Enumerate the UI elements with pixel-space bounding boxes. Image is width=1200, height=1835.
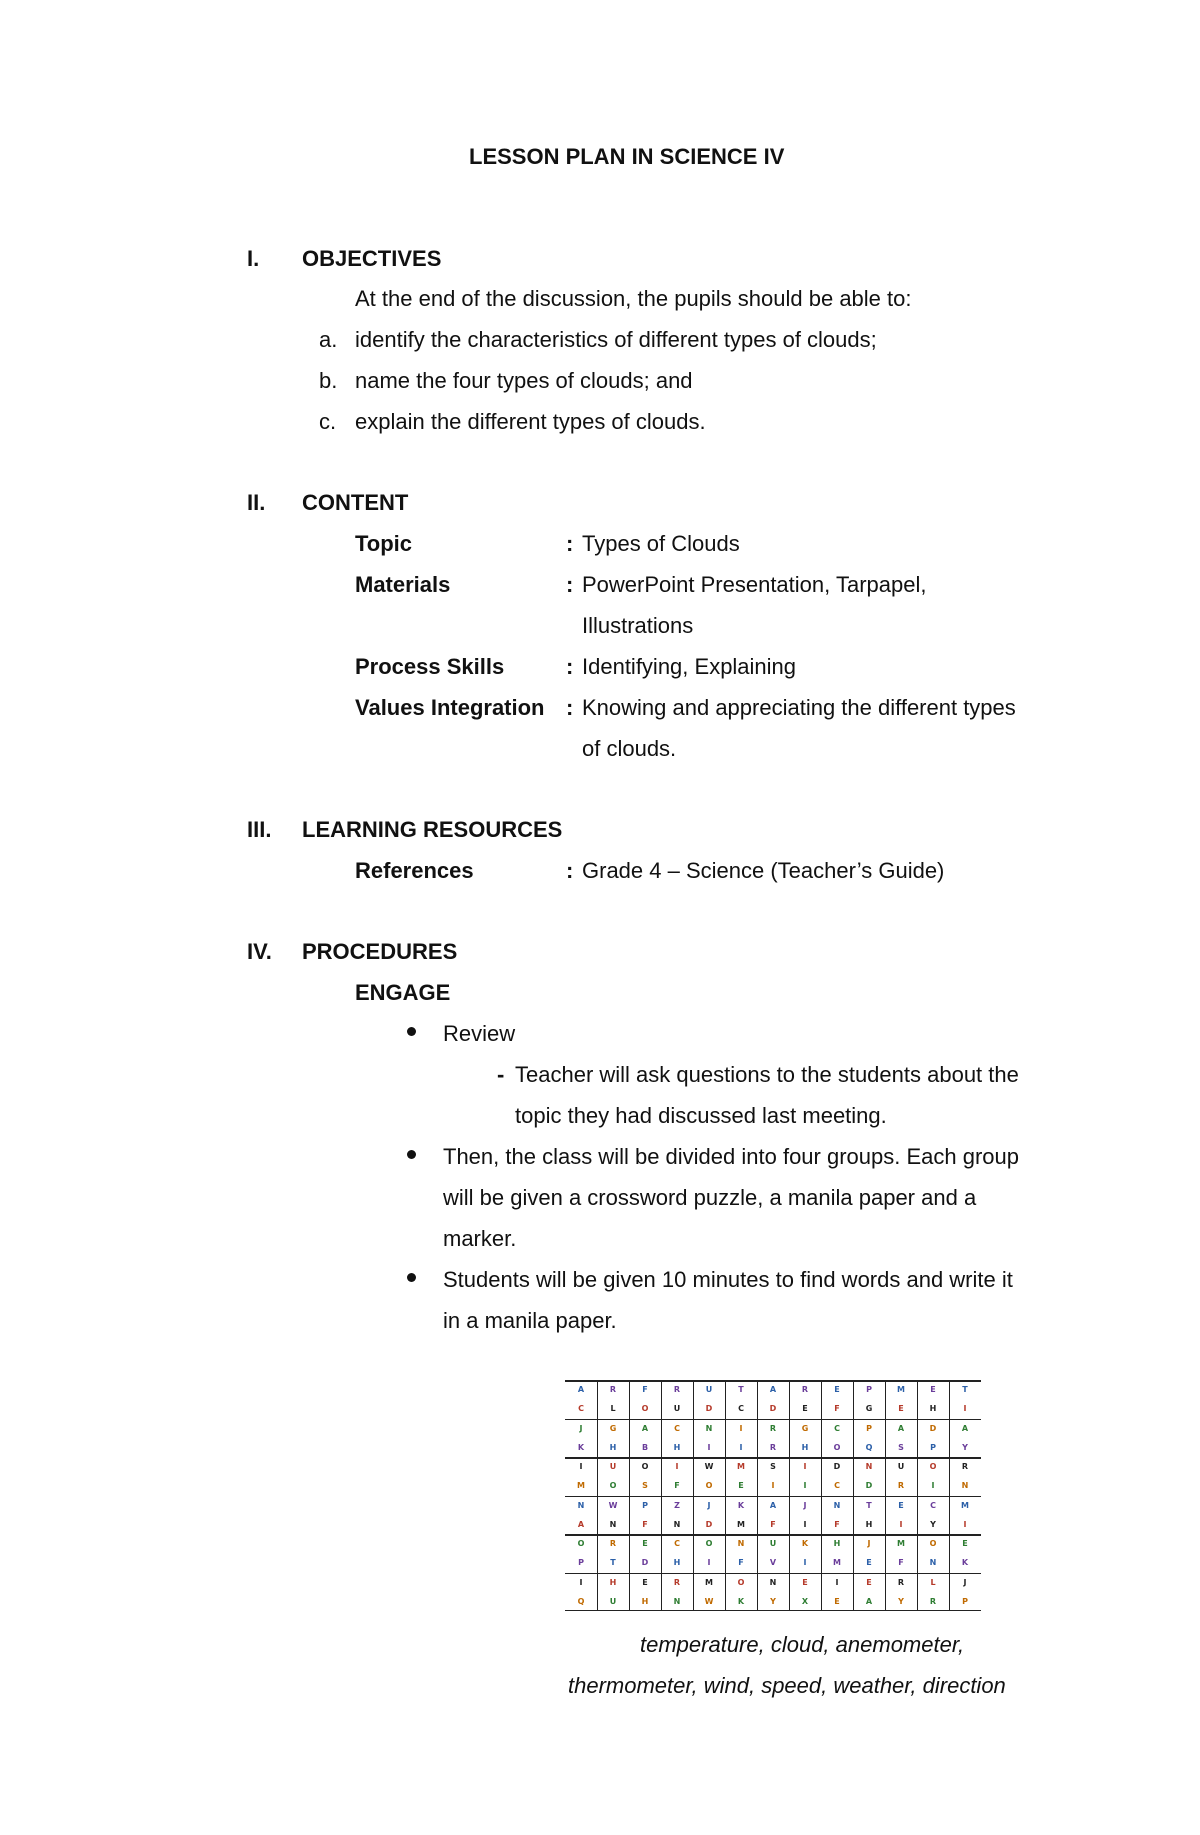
puzzle-cell: O	[705, 1481, 713, 1491]
puzzle-cell: C	[674, 1423, 680, 1433]
puzzle-cell: Z	[674, 1500, 680, 1510]
puzzle-cell: S	[898, 1442, 904, 1452]
puzzle-cell: Q	[865, 1442, 873, 1452]
grid-line	[693, 1380, 694, 1611]
procedure-item-cont: in a manila paper.	[443, 1308, 617, 1333]
puzzle-cell: Q	[577, 1596, 585, 1606]
engage-heading: ENGAGE	[355, 980, 451, 1005]
section-number: II.	[247, 490, 266, 515]
grid-line	[789, 1380, 790, 1611]
puzzle-cell: D	[705, 1404, 713, 1414]
puzzle-cell: Y	[770, 1596, 776, 1606]
puzzle-cell: R	[801, 1385, 809, 1394]
puzzle-row	[565, 1573, 981, 1592]
puzzle-row	[565, 1457, 981, 1476]
puzzle-cell: M	[897, 1539, 905, 1548]
puzzle-cell: C	[578, 1404, 584, 1414]
section-number: III.	[247, 817, 272, 842]
puzzle-cell: I	[835, 1577, 839, 1587]
puzzle-cell: O	[641, 1404, 649, 1414]
puzzle-cell: R	[769, 1423, 777, 1433]
puzzle-cell: I	[963, 1519, 967, 1529]
puzzle-cell: H	[929, 1404, 937, 1414]
puzzle-row	[565, 1515, 981, 1534]
values-integration-value: Knowing and appreciating the different types	[582, 695, 1016, 720]
puzzle-cell: K	[961, 1558, 969, 1568]
puzzle-cell: D	[769, 1404, 777, 1414]
puzzle-cell: I	[899, 1519, 903, 1529]
puzzle-cell: E	[898, 1500, 904, 1510]
objective-item: identify the characteristics of different types of clouds;	[355, 327, 877, 352]
puzzle-cell: A	[577, 1385, 585, 1394]
puzzle-cell: W	[704, 1596, 714, 1606]
puzzle-cell: H	[833, 1539, 841, 1548]
topic-label: Topic	[355, 531, 413, 556]
puzzle-cell: F	[898, 1558, 904, 1568]
puzzle-cell: K	[737, 1500, 745, 1510]
puzzle-cell: I	[963, 1404, 967, 1414]
puzzle-cell: P	[642, 1500, 648, 1510]
puzzle-cell: J	[867, 1539, 871, 1548]
objective-item: explain the different types of clouds.	[355, 409, 706, 434]
puzzle-cell: A	[577, 1519, 585, 1529]
puzzle-cell: N	[705, 1423, 713, 1433]
puzzle-cell: M	[961, 1500, 969, 1510]
puzzle-cell: I	[707, 1442, 711, 1452]
process-skills-value: Identifying, Explaining	[582, 654, 797, 679]
grid-line	[565, 1419, 981, 1421]
grid-line	[885, 1380, 886, 1611]
bullet-icon	[407, 1150, 416, 1159]
puzzle-cell: H	[673, 1442, 681, 1452]
puzzle-cell: N	[673, 1596, 681, 1606]
puzzle-cell: C	[930, 1500, 936, 1510]
puzzle-cell: Y	[962, 1442, 968, 1452]
grid-line	[629, 1380, 630, 1611]
colon: :	[566, 572, 574, 597]
puzzle-row	[565, 1592, 981, 1611]
puzzle-cell: A	[769, 1385, 777, 1394]
puzzle-cell: E	[962, 1539, 968, 1548]
puzzle-cell: S	[642, 1481, 648, 1491]
puzzle-words-cont: thermometer, wind, speed, weather, direction	[568, 1673, 1006, 1698]
review-detail-cont: topic they had discussed last meeting.	[515, 1103, 887, 1128]
dash-marker: -	[497, 1062, 505, 1087]
colon: :	[566, 654, 574, 679]
puzzle-cell: H	[609, 1577, 617, 1587]
grid-line	[565, 1573, 981, 1575]
puzzle-cell: X	[801, 1596, 809, 1606]
grid-line	[821, 1380, 822, 1611]
puzzle-cell: M	[737, 1519, 745, 1529]
puzzle-words: temperature, cloud, anemometer,	[640, 1632, 965, 1657]
puzzle-cell: P	[930, 1442, 936, 1452]
puzzle-cell: S	[770, 1462, 776, 1471]
word-search-puzzle	[565, 1380, 981, 1611]
puzzle-cell: R	[769, 1442, 777, 1452]
puzzle-cell: N	[769, 1577, 777, 1587]
puzzle-cell: O	[609, 1481, 617, 1491]
puzzle-cell: D	[705, 1519, 713, 1529]
bullet-icon	[407, 1027, 416, 1036]
puzzle-cell: E	[642, 1539, 648, 1548]
materials-value-cont: Illustrations	[582, 613, 694, 638]
puzzle-cell: F	[834, 1519, 840, 1529]
puzzle-cell: O	[705, 1539, 713, 1548]
puzzle-cell: I	[803, 1519, 807, 1529]
puzzle-row	[565, 1534, 981, 1553]
puzzle-cell: J	[963, 1577, 967, 1587]
grid-line	[597, 1380, 598, 1611]
puzzle-row	[565, 1438, 981, 1457]
puzzle-cell: J	[579, 1423, 583, 1433]
puzzle-row	[565, 1380, 981, 1399]
section-heading-procedures: PROCEDURES	[302, 939, 458, 964]
process-skills-label: Process Skills	[355, 654, 505, 679]
puzzle-cell: F	[642, 1385, 648, 1394]
puzzle-cell: N	[577, 1500, 585, 1510]
puzzle-cell: Y	[930, 1519, 936, 1529]
puzzle-cell: E	[738, 1481, 744, 1491]
list-letter: c.	[319, 409, 337, 434]
puzzle-cell: B	[641, 1442, 649, 1452]
puzzle-cell: M	[737, 1462, 745, 1471]
puzzle-cell: H	[609, 1442, 617, 1452]
puzzle-cell: A	[769, 1500, 777, 1510]
section-heading-resources: LEARNING RESOURCES	[302, 817, 563, 842]
puzzle-cell: E	[834, 1596, 840, 1606]
puzzle-cell: K	[737, 1596, 745, 1606]
puzzle-cell: C	[674, 1539, 680, 1548]
puzzle-cell: R	[673, 1385, 681, 1394]
grid-line	[661, 1380, 662, 1611]
puzzle-cell: P	[866, 1423, 872, 1433]
references-label: References	[355, 858, 474, 883]
puzzle-cell: E	[802, 1577, 808, 1587]
puzzle-cell: N	[961, 1481, 969, 1491]
grid-line	[565, 1457, 981, 1459]
puzzle-cell: U	[609, 1462, 617, 1471]
section-number: IV.	[247, 939, 272, 964]
puzzle-cell: R	[673, 1577, 681, 1587]
puzzle-cell: F	[770, 1519, 776, 1529]
puzzle-cell: N	[865, 1462, 873, 1471]
puzzle-cell: H	[641, 1596, 649, 1606]
puzzle-cell: U	[897, 1462, 905, 1471]
objective-item: name the four types of clouds; and	[355, 368, 693, 393]
puzzle-cell: I	[675, 1462, 679, 1471]
puzzle-cell: I	[803, 1462, 807, 1471]
puzzle-cell: O	[929, 1539, 937, 1548]
puzzle-cell: E	[930, 1385, 936, 1394]
puzzle-cell: J	[707, 1500, 711, 1510]
puzzle-cell: D	[865, 1481, 873, 1491]
section-number: I.	[247, 246, 260, 271]
puzzle-cell: N	[833, 1500, 841, 1510]
puzzle-cell: I	[803, 1558, 807, 1568]
bullet-icon	[407, 1273, 416, 1282]
procedure-item-cont: marker.	[443, 1226, 517, 1251]
puzzle-cell: L	[930, 1577, 936, 1587]
puzzle-cell: C	[834, 1423, 840, 1433]
puzzle-cell: N	[609, 1519, 617, 1529]
puzzle-row	[565, 1496, 981, 1515]
puzzle-cell: I	[579, 1577, 583, 1587]
puzzle-cell: T	[738, 1385, 744, 1394]
puzzle-cell: P	[962, 1596, 968, 1606]
puzzle-cell: O	[737, 1577, 745, 1587]
puzzle-cell: I	[771, 1481, 775, 1491]
puzzle-cell: F	[642, 1519, 648, 1529]
puzzle-cell: A	[641, 1423, 649, 1433]
puzzle-cell: E	[866, 1558, 872, 1568]
puzzle-cell: P	[866, 1385, 872, 1394]
grid-line	[565, 1610, 981, 1612]
section-heading-objectives: OBJECTIVES	[302, 246, 442, 271]
puzzle-cell: W	[608, 1500, 618, 1510]
puzzle-cell: M	[577, 1481, 585, 1491]
puzzle-cell: U	[705, 1385, 713, 1394]
puzzle-cell: F	[738, 1558, 744, 1568]
puzzle-cell: K	[801, 1539, 809, 1548]
puzzle-cell: I	[707, 1558, 711, 1568]
puzzle-cell: G	[865, 1404, 873, 1414]
puzzle-cell: D	[929, 1423, 937, 1433]
puzzle-cell: F	[834, 1404, 840, 1414]
puzzle-cell: I	[931, 1481, 935, 1491]
puzzle-cell: H	[801, 1442, 809, 1452]
puzzle-cell: J	[803, 1500, 807, 1510]
puzzle-row	[565, 1476, 981, 1495]
puzzle-cell: K	[577, 1442, 585, 1452]
puzzle-cell: E	[642, 1577, 648, 1587]
colon: :	[566, 531, 574, 556]
review-item: Review	[443, 1021, 516, 1046]
puzzle-cell: N	[673, 1519, 681, 1529]
puzzle-cell: H	[865, 1519, 873, 1529]
section-heading-content: CONTENT	[302, 490, 409, 515]
puzzle-cell: T	[962, 1385, 968, 1394]
puzzle-cell: I	[739, 1442, 743, 1452]
puzzle-cell: A	[961, 1423, 969, 1433]
colon: :	[566, 695, 574, 720]
values-integration-label: Values Integration	[355, 695, 545, 720]
grid-line	[565, 1380, 981, 1382]
puzzle-cell: A	[897, 1423, 905, 1433]
puzzle-cell: F	[674, 1481, 680, 1491]
puzzle-cell: E	[834, 1385, 840, 1394]
puzzle-cell: U	[609, 1596, 617, 1606]
puzzle-cell: M	[705, 1577, 713, 1587]
puzzle-cell: H	[673, 1558, 681, 1568]
grid-line	[565, 1534, 981, 1536]
puzzle-cell: R	[897, 1481, 905, 1491]
puzzle-cell: G	[609, 1423, 617, 1433]
puzzle-cell: U	[769, 1539, 777, 1548]
grid-line	[565, 1496, 981, 1498]
puzzle-cell: N	[929, 1558, 937, 1568]
procedure-item: Students will be given 10 minutes to find words and write it	[443, 1267, 1013, 1292]
objectives-intro: At the end of the discussion, the pupils should be able to:	[355, 286, 912, 311]
puzzle-cell: P	[578, 1558, 584, 1568]
procedure-item-cont: will be given a crossword puzzle, a manila paper and a	[443, 1185, 977, 1210]
puzzle-cell: O	[833, 1442, 841, 1452]
puzzle-cell: A	[865, 1596, 873, 1606]
puzzle-cell: C	[834, 1481, 840, 1491]
colon: :	[566, 858, 574, 883]
list-letter: a.	[319, 327, 338, 352]
list-letter: b.	[319, 368, 338, 393]
puzzle-cell: E	[866, 1577, 872, 1587]
puzzle-cell: M	[897, 1385, 905, 1394]
puzzle-row	[565, 1419, 981, 1438]
puzzle-cell: E	[898, 1404, 904, 1414]
topic-value: Types of Clouds	[582, 531, 740, 556]
puzzle-cell: I	[803, 1481, 807, 1491]
materials-value: PowerPoint Presentation, Tarpapel,	[582, 572, 927, 597]
puzzle-cell: M	[833, 1558, 841, 1568]
puzzle-cell: R	[929, 1596, 937, 1606]
puzzle-row	[565, 1399, 981, 1418]
grid-line	[757, 1380, 758, 1611]
review-detail: Teacher will ask questions to the students about the	[515, 1062, 1019, 1087]
puzzle-cell: I	[579, 1462, 583, 1471]
grid-line	[853, 1380, 854, 1611]
procedure-item: Then, the class will be divided into four groups. Each group	[443, 1144, 1019, 1169]
puzzle-cell: R	[609, 1539, 617, 1548]
puzzle-cell: L	[610, 1404, 616, 1414]
puzzle-cell: I	[739, 1423, 743, 1433]
references-value: Grade 4 – Science (Teacher’s Guide)	[582, 858, 945, 883]
puzzle-cell: D	[641, 1558, 649, 1568]
puzzle-cell: R	[897, 1577, 905, 1587]
puzzle-cell: T	[866, 1500, 872, 1510]
puzzle-cell: T	[610, 1558, 616, 1568]
materials-label: Materials	[355, 572, 451, 597]
puzzle-cell: R	[609, 1385, 617, 1394]
values-integration-value-cont: of clouds.	[582, 736, 677, 761]
puzzle-cell: E	[802, 1404, 808, 1414]
page-title: LESSON PLAN IN SCIENCE IV	[469, 144, 785, 169]
puzzle-cell: C	[738, 1404, 744, 1414]
puzzle-cell: G	[801, 1423, 809, 1433]
puzzle-cell: R	[961, 1462, 969, 1471]
puzzle-row	[565, 1553, 981, 1572]
grid-line	[917, 1380, 918, 1611]
puzzle-cell: Y	[898, 1596, 904, 1606]
puzzle-cell: D	[833, 1462, 841, 1471]
grid-line	[949, 1380, 950, 1611]
puzzle-cell: W	[704, 1462, 714, 1471]
grid-line	[725, 1380, 726, 1611]
puzzle-cell: V	[769, 1558, 777, 1568]
puzzle-cell: O	[641, 1462, 649, 1471]
puzzle-cell: U	[673, 1404, 681, 1414]
puzzle-cell: O	[577, 1539, 585, 1548]
puzzle-cell: O	[929, 1462, 937, 1471]
puzzle-cell: N	[737, 1539, 745, 1548]
